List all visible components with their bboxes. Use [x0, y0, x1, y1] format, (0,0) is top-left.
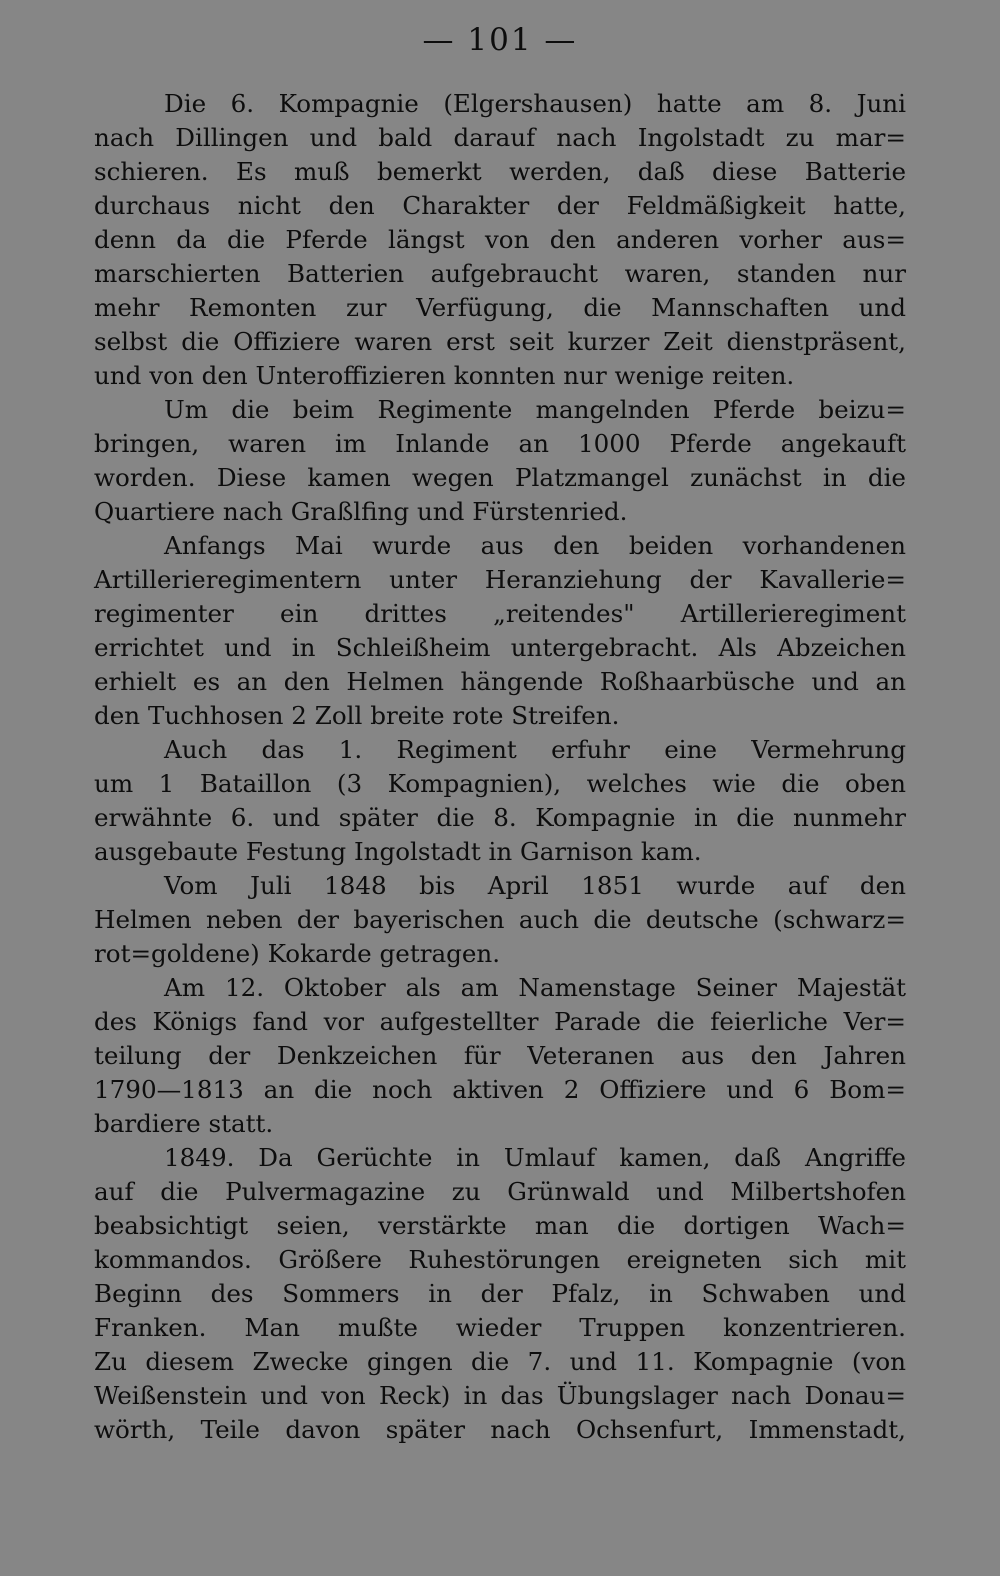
text-line: um 1 Bataillon (3 Kompagnien), welches wie die oben: [94, 769, 906, 798]
text-line: teilung der Denkzeichen für Veteranen aus den Jahren: [94, 1041, 906, 1070]
text-line: Vom Juli 1848 bis April 1851 wurde auf den: [164, 871, 906, 900]
text-line: Helmen neben der bayerischen auch die deutsche (schwarz=: [94, 905, 906, 934]
text-line: Beginn des Sommers in der Pfalz, in Schwaben und: [94, 1279, 906, 1308]
text-line: 1790—1813 an die noch aktiven 2 Offiziere und 6 Bom=: [94, 1075, 906, 1104]
text-line: schieren. Es muß bemerkt werden, daß diese Batterie: [94, 157, 906, 186]
text-line: selbst die Offiziere waren erst seit kurzer Zeit dienstpräsent,: [94, 327, 906, 356]
text-line: worden. Diese kamen wegen Platzmangel zunächst in die: [94, 463, 906, 492]
text-line: kommandos. Größere Ruhestörungen ereigneten sich mit: [94, 1245, 906, 1274]
text-line: mehr Remonten zur Verfügung, die Mannschaften und: [94, 293, 906, 322]
text-line: Quartiere nach Graßlfing und Fürstenried.: [94, 497, 628, 526]
text-line: rot=goldene) Kokarde getragen.: [94, 939, 501, 968]
text-line: bardiere statt.: [94, 1109, 274, 1138]
text-line: des Königs fand vor aufgestellter Parade die feierliche Ver=: [94, 1007, 906, 1036]
text-line: Anfangs Mai wurde aus den beiden vorhandenen: [164, 531, 906, 560]
text-line: Artillerieregimentern unter Heranziehung der Kavallerie=: [94, 565, 906, 594]
text-line: beabsichtigt seien, verstärkte man die dortigen Wach=: [94, 1211, 906, 1240]
text-line: den Tuchhosen 2 Zoll breite rote Streifen.: [94, 701, 620, 730]
text-line: ausgebaute Festung Ingolstadt in Garnison kam.: [94, 837, 702, 866]
text-line: erwähnte 6. und später die 8. Kompagnie in die nunmehr: [94, 803, 906, 832]
text-line: marschierten Batterien aufgebraucht waren, standen nur: [94, 259, 906, 288]
text-line: wörth, Teile davon später nach Ochsenfurt, Immenstadt,: [94, 1415, 906, 1444]
body-text: [94, 87, 906, 1447]
text-line: Zu diesem Zwecke gingen die 7. und 11. Kompagnie (von: [94, 1347, 906, 1376]
text-line: und von den Unteroffizieren konnten nur wenige reiten.: [94, 361, 795, 390]
text-line: Am 12. Oktober als am Namenstage Seiner Majestät: [164, 973, 906, 1002]
text-line: erhielt es an den Helmen hängende Roßhaarbüsche und an: [94, 667, 906, 696]
text-line: regimenter ein drittes „reitendes" Artillerieregiment: [94, 599, 906, 628]
text-line: Die 6. Kompagnie (Elgershausen) hatte am 8. Juni: [164, 89, 906, 118]
text-line: 1849. Da Gerüchte in Umlauf kamen, daß Angriffe: [164, 1143, 906, 1172]
page-number: — 101 —: [422, 22, 578, 58]
text-line: bringen, waren im Inlande an 1000 Pferde angekauft: [94, 429, 906, 458]
text-line: denn da die Pferde längst von den anderen vorher aus=: [94, 225, 906, 254]
text-line: durchaus nicht den Charakter der Feldmäßigkeit hatte,: [94, 191, 906, 220]
text-line: nach Dillingen und bald darauf nach Ingolstadt zu mar=: [94, 123, 906, 152]
text-line: Weißenstein und von Reck) in das Übungslager nach Donau=: [94, 1381, 906, 1410]
text-line: Auch das 1. Regiment erfuhr eine Vermehrung: [164, 735, 906, 764]
text-line: Franken. Man mußte wieder Truppen konzentrieren.: [94, 1313, 906, 1342]
text-line: auf die Pulvermagazine zu Grünwald und Milbertshofen: [94, 1177, 906, 1206]
text-line: Um die beim Regimente mangelnden Pferde beizu=: [164, 395, 906, 424]
text-line: errichtet und in Schleißheim untergebracht. Als Abzeichen: [94, 633, 906, 662]
